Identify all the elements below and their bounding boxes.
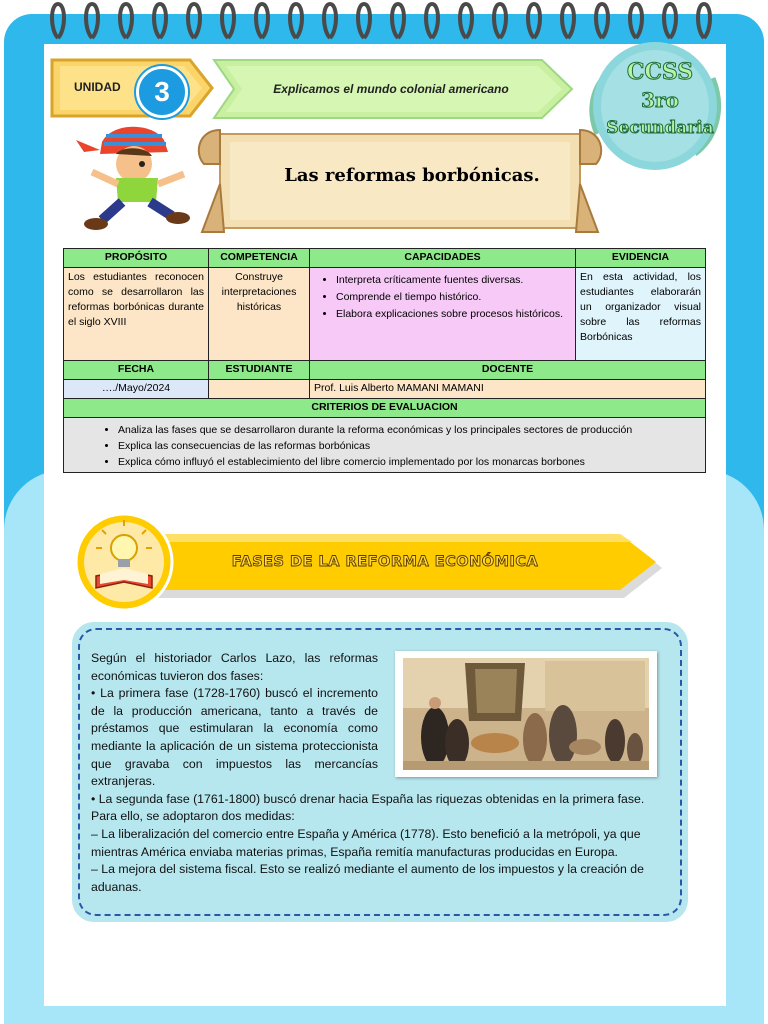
content-text: [91, 650, 671, 896]
header-docente: DOCENTE: [310, 361, 706, 380]
spiral-ring: [324, 4, 336, 38]
header-estudiante: ESTUDIANTE: [209, 361, 310, 380]
spiral-ring: [52, 4, 64, 38]
phase-two-paragraph: • La segunda fase (1761-1800) buscó drenar hacia España las riquezas obtenidas en la primera fase. Para ello, se adoptaron dos medidas:: [91, 791, 645, 824]
spiral-ring: [256, 4, 268, 38]
capacidades-cell: [310, 268, 576, 361]
spiral-ring: [528, 4, 540, 38]
unit-topic: Explicamos el mundo colonial americano: [273, 82, 509, 96]
phase-one-paragraph: • La primera fase (1728-1760) buscó el incremento de la producción americana, tanto a través de préstamos que estimularan la economía como mediante la aplicación de un sistema proteccionista que gravaba con impuestos las mercancías extranjeras.: [91, 686, 378, 789]
unit-label: UNIDAD: [74, 80, 121, 94]
fecha-cell[interactable]: …./Mayo/2024: [64, 380, 209, 399]
header-evidencia: EVIDENCIA: [576, 249, 706, 268]
running-kid-illustration: [72, 122, 202, 240]
docente-cell: Prof. Luis Alberto MAMANI MAMANI: [310, 380, 706, 399]
spiral-ring: [392, 4, 404, 38]
header-competencia: COMPETENCIA: [209, 249, 310, 268]
spiral-ring: [188, 4, 200, 38]
spiral-ring: [120, 4, 132, 38]
spiral-ring: [494, 4, 506, 38]
section-title: FASES DE LA REFORMA ECONÓMICA: [231, 554, 539, 570]
capacidad-item: • Elabora explicaciones sobre procesos históricos.: [336, 306, 571, 323]
spiral-ring: [154, 4, 166, 38]
spiral-ring: [664, 4, 676, 38]
page-title: Las reformas borbónicas.: [284, 165, 540, 186]
spiral-ring: [222, 4, 234, 38]
criterio-item: • Explica las consecuencias de las reformas borbónicas: [118, 438, 701, 454]
competencia-cell: Construye interpretaciones históricas: [209, 268, 310, 361]
measure-one-paragraph: – La liberalización del comercio entre España y América (1778). Esto benefició a la metrópoli, ya que mientras América enviaba materias primas, España remitía manufacturas producidas en Europa.: [91, 826, 641, 859]
capacidad-item: • Comprende el tiempo histórico.: [336, 289, 571, 306]
spiral-ring: [562, 4, 574, 38]
header-criterios: CRITERIOS DE EVALUACION: [64, 399, 706, 418]
proposito-cell: Los estudiantes reconocen como se desarrollaron las reformas borbónicas durante el siglo XVIII: [64, 268, 209, 361]
measure-two-paragraph: – La mejora del sistema fiscal. Esto se realizó mediante el aumento de los impuestos y la creación de aduanas.: [91, 862, 644, 894]
evidencia-cell: En esta actividad, los estudiantes elaborarán un organizador visual sobre las reformas Borbónicas: [576, 268, 706, 361]
spiral-ring: [86, 4, 98, 38]
header-fecha: FECHA: [64, 361, 209, 380]
estudiante-cell[interactable]: [209, 380, 310, 399]
spiral-ring: [290, 4, 302, 38]
intro-paragraph: Según el historiador Carlos Lazo, las reformas económicas tuvieron dos fases:: [91, 651, 378, 683]
spiral-ring: [630, 4, 642, 38]
badge-grade: 3ro: [641, 88, 679, 112]
unit-number-badge: 3: [136, 66, 188, 118]
activity-info-table: [63, 248, 706, 473]
header-capacidades: CAPACIDADES: [310, 249, 576, 268]
badge-level: Secundaria: [606, 118, 714, 138]
spiral-ring: [426, 4, 438, 38]
capacidad-item: • Interpreta críticamente fuentes diversas.: [336, 272, 571, 289]
header-proposito: PROPÓSITO: [64, 249, 209, 268]
spiral-ring: [358, 4, 370, 38]
spiral-ring: [460, 4, 472, 38]
badge-subject: CCSS: [626, 59, 694, 85]
criterio-item: • Analiza las fases que se desarrollaron durante la reforma económicas y los principales sectores de producción: [118, 422, 701, 438]
spiral-ring: [698, 4, 710, 38]
criterios-cell: [64, 418, 706, 473]
course-badge-text: [590, 58, 730, 142]
spiral-ring: [596, 4, 608, 38]
criterio-item: • Explica cómo influyó el establecimiento del libre comercio implementado por los monarcas borbones: [118, 454, 701, 470]
